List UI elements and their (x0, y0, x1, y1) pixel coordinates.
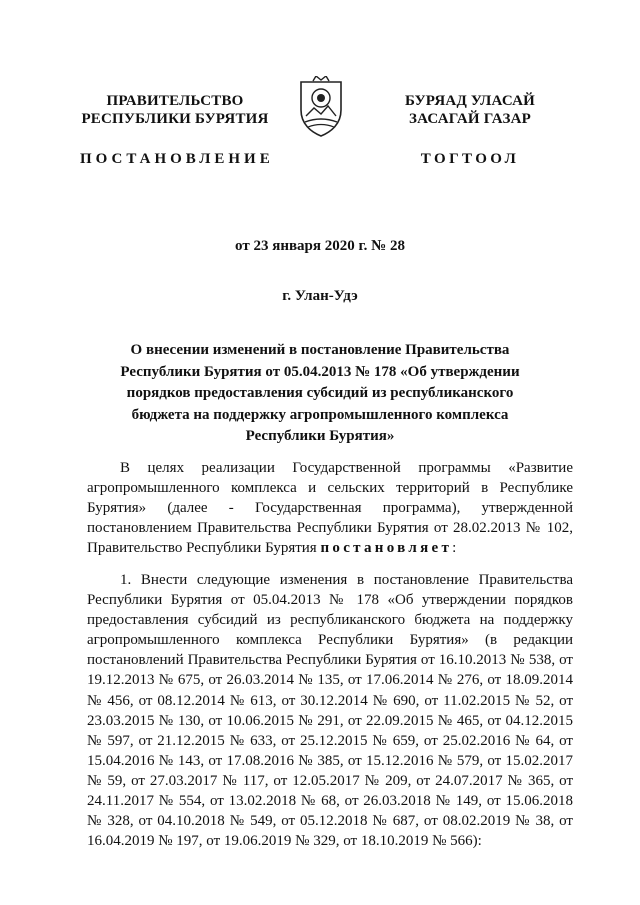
coat-of-arms-icon (296, 76, 346, 138)
document-date: от 23 января 2020 г. № 28 (235, 238, 405, 254)
document-city: г. Улан-Удэ (282, 288, 358, 304)
doc-type-bua: ТОГТООЛ (420, 151, 520, 167)
header-line-2: РЕСПУБЛИКИ БУРЯТИЯ (81, 111, 269, 127)
preamble-paragraph (87, 458, 573, 558)
header-line-1: БУРЯАД УЛАСАЙ (404, 93, 536, 109)
doc-type-ru: ПОСТАНОВЛЕНИЕ (80, 151, 274, 167)
preamble-end: : (452, 540, 457, 557)
document-title: О внесении изменений в постановление Правительства Республики Бурятия от 05.04.2013 № 178 «Об утверждении порядков предоставления субсидий из республиканского бюджета на поддержку агропромышленного комплекса Республики Бурятия» (120, 342, 520, 444)
header-line-2: ЗАСАГАЙ ГАЗАР (409, 111, 531, 127)
header-line-1: ПРАВИТЕЛЬСТВО (106, 93, 244, 109)
government-header-ru (80, 92, 274, 168)
resolves-word: постановляет (320, 540, 453, 557)
preamble-text: В целях реализации Государственной программы «Развитие агропромышленного комплекса и сельских территорий в Республике Бурятия» (далее - Государственная программа), утвержденной постановлением Правительства Республики Бурятия от 28.02.2013 № 102, Правительство Республики Бурятия (87, 460, 573, 557)
government-header-bua (375, 92, 565, 168)
item-1-paragraph: 1. Внести следующие изменения в постановление Правительства Республики Бурятия от 05.04.2013 № 178 «Об утверждении порядков предоставления субсидий из республиканского бюджета на поддержку агропромышленного комплекса Республики Бурятия» (в редакции постановлений Правительства Республики Бурятия от 16.10.2013 № 538, от 19.12.2013 № 675, от 26.03.2014 № 135, от 17.06.2014 № 276, от 18.09.2014 № 456, от 08.12.2014 № 613, от 30.12.2014 № 690, от 11.02.2015 № 52, от 23.03.2015 № 130, от 10.06.2015 № 291, от 22.09.2015 № 465, от 04.12.2015 № 597, от 21.12.2015 № 633, от 25.12.2015 № 659, от 25.02.2016 № 64, от 15.04.2016 № 143, от 17.08.2016 № 385, от 15.12.2016 № 579, от 15.02.2017 № 59, от 27.03.2017 № 117, от 12.05.2017 № 209, от 24.07.2017 № 365, от 24.11.2017 № 554, от 13.02.2018 № 68, от 26.03.2018 № 149, от 15.06.2018 № 328, от 04.10.2018 № 549, от 05.12.2018 № 687, от 08.02.2019 № 38, от 16.04.2019 № 197, от 19.06.2019 № 329, от 18.10.2019 № 566): (87, 572, 573, 850)
